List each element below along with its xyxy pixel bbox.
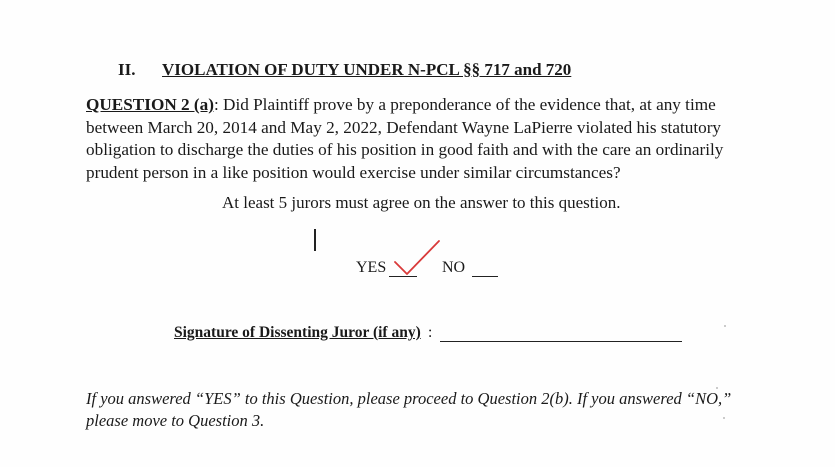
signature-line[interactable]	[440, 341, 682, 342]
question-2a	[86, 94, 746, 184]
text-cursor-mark	[314, 229, 316, 251]
paper-speck	[724, 325, 726, 327]
footer-instruction: If you answered “YES” to this Question, please proceed to Question 2(b). If you answered “NO,” please move to Question 3.	[86, 389, 732, 430]
section-number: II.	[118, 60, 136, 79]
question-label: QUESTION 2 (a)	[86, 95, 214, 114]
yes-option-label: YES	[356, 259, 387, 276]
signature-label-text: Signature of Dissenting Juror (if any)	[174, 324, 421, 341]
section-title: VIOLATION OF DUTY UNDER N-PCL §§ 717 and 720	[162, 60, 572, 79]
paper-speck	[716, 387, 718, 389]
checkmark-icon	[393, 238, 441, 278]
section-heading	[118, 60, 571, 80]
paper-speck	[723, 417, 725, 419]
dissenting-juror-signature-label	[174, 324, 421, 342]
no-answer-blank[interactable]	[472, 276, 498, 277]
no-option-label: NO	[442, 259, 466, 276]
signature-colon: :	[428, 324, 433, 341]
question-text: : Did Plaintiff prove by a preponderance of the evidence that, at any time between March 20, 2014 and May 2, 2022, Defendant Wayne LaPierre violated his statutory obligation to discharge the duties of his position in good faith and with the care an ordinarily prudent person in a like position would exercise under similar circumstances?	[86, 95, 724, 182]
juror-instruction: At least 5 jurors must agree on the answer to this question.	[222, 193, 621, 212]
